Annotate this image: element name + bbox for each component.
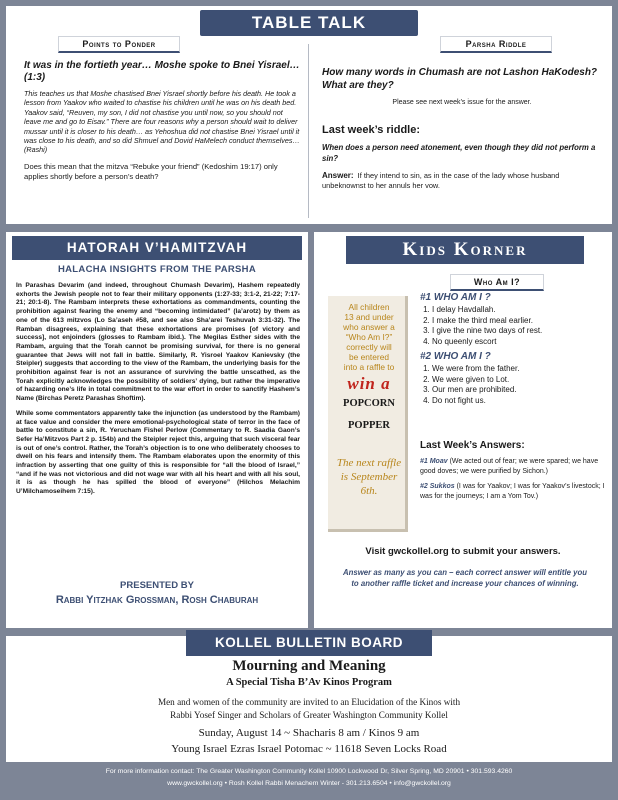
parsha-riddle-tab: Parsha Riddle [440,36,552,53]
question-2-label: #2 WHO AM I ? [420,351,491,362]
list-item: 1. I delay Havdallah. [432,305,608,316]
hatorah-paragraph-2: While some commentators apparently take the injunction (as understood by the Rambam) at face value and consider the mere emotional-psychological state of terror in the face of battle to constitute a sin, R. Yerucham Fishel Perlow (Commentary to R. Saadia Gaon’s Sefer Ha’Mitzvos Part 2 p. 154b) and the Steipler reject this, arguing that such visceral fear is out of one’s control. Rather, the Torah’s objection is to one who deliberately chooses to dwell on his fears and intensify them. The Rambam elaborates upon the enormity of this infraction by asserting that one guilty of this is responsible for “all the blood of Israel,” “and if he was not victorious and did not wage war with all his heart and with all his soul, it is as though he has spilled the blood of everyone” (Hilchos Melachim U’Milchamoseihem 7:15). [16,409,300,496]
last-answers-heading: Last Week’s Answers: [420,440,525,451]
list-item: 2. We were given to Lot. [432,375,608,386]
answer-2 [420,482,606,501]
answer-label: Answer: [322,171,354,180]
list-item: 2. I make the third meal earlier. [432,316,608,327]
hatorah-banner: HATORAH V’HAMITZVAH [12,236,302,260]
raffle-line: who answer a [343,322,395,332]
answer-1 [420,457,606,476]
riddle-note: Please see next week’s issue for the answer. [392,99,532,106]
table-talk-banner: TABLE TALK [200,10,418,36]
raffle-line: All children [348,302,390,312]
list-item: 4. Do not fight us. [432,396,608,407]
answer-2-text: (I was for Yaakov; I was for Yaakov’s livestock; I was for the journeys; I am a Yom Tov.) [420,483,605,500]
ponder-question: Does this mean that the mitzva “Rebuke your friend” (Kedoshim 19:17) only applies shortly before a person’s death? [24,161,278,181]
event-title: Mourning and Meaning [232,658,386,674]
answer-1-text: (We acted out of fear; we were spared; we have good doves; we were purified by Sichon.) [420,458,599,475]
prize-name-line-1: POPCORN [343,398,395,409]
bulletin-banner: KOLLEL BULLETIN BOARD [186,630,432,656]
answer-text: If they intend to sin, as in the case of the lady whose husband unbeknownst to her annuls her vow. [322,171,560,190]
event-subtitle: A Special Tisha B’Av Kinos Program [226,677,392,688]
points-to-ponder-content [24,60,300,182]
last-week-answers [420,440,606,501]
raffle-line: be entered [348,352,390,362]
list-item: 3. I give the nine two days of rest. [432,326,608,337]
prize-name-line-2: POPPER [348,420,390,431]
raffle-line: 13 and under [344,312,394,322]
event-intro-line-1: Men and women of the community are invited to an Elucidation of the Kinos with [157,697,461,707]
next-raffle-text: The next raffle is September 6th. [336,457,402,497]
hatorah-paragraph-1: In Parashas Devarim (and indeed, throughout Chumash Devarim), Hashem repeatedly exhorts the Jewish people not to fear their military opponents (1:27-33; 3:1-2, 21-22; 7:17-21; 20:1-8). The Rambam interprets these exhortations as commandments, counting the prohibition against fearing the enemy and “becoming intimidated” (la’arotz) by them as one of the 613 mitzvos (Lo Sa’aseh #58, and see also Sha’arei Teshuvah 3:31-32). The Ramban disagrees, explaining that these exhortations are promises [of victory and success], not enjoinders (glosses to Rambam ibid.). The Megilas Esther sides with the Rambam, arguing that the Torah cannot be promising survival, for there is no general guarantee that Jews will not fall in battle. Similarly, R. Yisroel Yaakov Kanievsky (the Steipler) suggests that according to the view of the Rambam, the underlying basis for the prohibition against fear is not an assurance of surviving the battle unscathed, as the Torah explicitly acknowledges the possibility of soldiers’ dying, but rather the imperative of hazarding one’s life in total commitment to the war effort in order to sanctify Hashem’s Name (Birchas Peretz Parashas Shoftim). [16,282,300,403]
riddle-question: How many words in Chumash are not Lashon HaKodesh? What are they? [322,67,598,91]
presented-by-label: PRESENTED BY [120,580,194,591]
question-2-list [420,364,608,406]
raffle-win: win a [347,374,391,393]
answer-2-label: #2 Sukkos [420,483,455,490]
event-location: Young Israel Ezras Israel Potomac ~ 11618 Seven Locks Road [171,743,447,755]
visit-website-text[interactable]: Visit gwckollel.org to submit your answers. [365,546,561,557]
raffle-line: correctly will [346,342,392,352]
question-1-label: #1 WHO AM I ? [420,292,491,303]
ponder-heading: It was in the fortieth year… Moshe spoke to Bnei Yisrael… (1:3) [24,60,300,83]
hatorah-subheading: HALACHA INSIGHTS FROM THE PARSHA [57,264,256,275]
riddle-answer [322,171,602,191]
parsha-riddle-content [322,66,602,191]
event-intro-line-2: Rabbi Yosef Singer and Scholars of Greater Washington Community Kollel [170,710,448,720]
table-talk-divider [308,44,309,218]
raffle-footer-note: Answer as many as you can – each correct answer will entitle you to another raffle ticket and increase your chances of winning. [343,568,587,588]
hatorah-body [16,282,300,497]
ponder-body: This teaches us that Moshe chastised Bnei Yisrael shortly before his death. He took a lesson from Yaakov who waited to chastise his children until he was on his death bed. Yaakov said, “Reuven, my son, I did not chastise you until now, so you should not leave me and go to Eisav.” There are four reasons why a person should wait to deliver mussar until it is closer to his death… as Yehoshua did not chastise Bnei Yisrael until it was close to his death, and so did Shmuel and Dovid HaMelech conduct themselves… (Rashi) [24,89,300,155]
raffle-line: “Who Am I?” [345,332,393,342]
list-item: 4. No queenly escort [432,337,608,348]
who-am-i-questions [420,292,608,406]
list-item: 3. Our men are prohibited. [432,385,608,396]
raffle-line: into a raffle to [343,362,395,372]
footer-contact-line-1: For more information contact: The Greater Washington Community Kollel 10900 Lockwood Dr, Silver Spring, MD 20901 • 301.593.4260 [105,768,513,775]
presenter-name: Rabbi Yitzhak Grossman, Rosh Chaburah [55,594,259,606]
points-to-ponder-tab: Points to Ponder [58,36,180,53]
question-1-list [420,305,608,347]
kids-korner-banner: Kids Korner [346,236,584,264]
last-riddle-question: When does a person need atonement, even though they did not perform a sin? [322,143,596,163]
last-riddle-heading: Last week’s riddle: [322,124,421,136]
list-item: 1. We were from the father. [432,364,608,375]
answer-1-label: #1 Moav [420,458,448,465]
event-date: Sunday, August 14 ~ Shacharis 8 am / Kinos 9 am [198,727,420,739]
who-am-i-tab: Who Am I? [450,274,544,291]
footer-contact-line-2: www.gwckollel.org • Rosh Kollel Rabbi Menachem Winter - 301.213.6504 • info@gwckollel.org [167,780,451,787]
raffle-text [331,302,407,372]
